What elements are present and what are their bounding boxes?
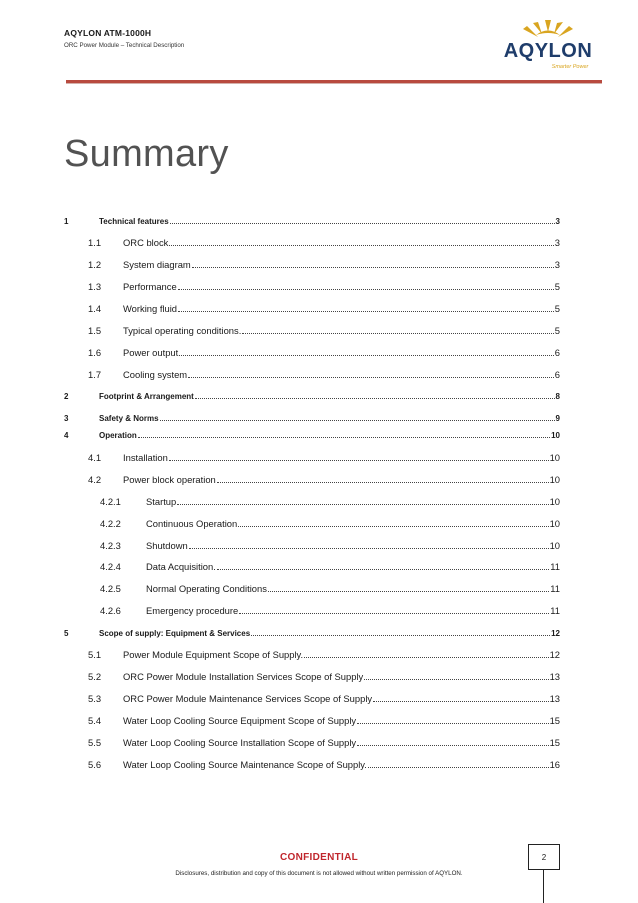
toc-entry[interactable] [64,471,560,485]
toc-entry[interactable] [64,344,560,358]
toc-entry-number: 4.2.1 [100,496,121,507]
toc-entry-page: 10 [549,452,560,463]
toc-leader-dots [189,547,549,549]
header-subtitle: ORC Power Module – Technical Description [64,42,185,49]
toc-leader-dots [170,222,555,224]
toc-entry[interactable] [64,602,560,616]
toc-entry-page: 12 [551,629,560,638]
toc-leader-dots [192,266,554,268]
toc-entry-title: Safety & Norms [99,414,159,423]
toc-entry-page: 3 [555,217,560,226]
toc-entry[interactable] [64,624,560,638]
toc-entry-title: Data Acquisition. [146,561,216,572]
toc-entry-page: 5 [554,303,560,314]
toc-entry-title: Continuous Operation [146,518,238,529]
toc-entry-title: Cooling system [123,369,188,380]
toc-entry-page: 3 [554,237,560,248]
toc-entry-title: Working fluid [123,303,178,314]
toc-entry-number: 4.2.3 [100,540,121,551]
toc-entry-page: 10 [549,474,560,485]
toc-entry-page: 6 [554,369,560,380]
toc-entry[interactable] [64,300,560,314]
toc-leader-dots [357,744,548,746]
disclaimer-text: Disclosures, distribution and copy of this document is not allowed without written permission of AQYLON. [175,870,463,877]
toc-entry-title: Technical features [99,217,169,226]
toc-entry[interactable] [64,646,560,660]
toc-leader-dots [178,288,554,290]
toc-entry[interactable] [64,426,560,440]
toc-leader-dots [304,656,548,658]
toc-entry-number: 5.2 [88,671,102,682]
toc-entry-number: 1.6 [88,347,102,358]
toc-leader-dots [239,612,549,614]
toc-entry-page: 12 [549,649,560,660]
toc-entry-number: 5.5 [88,737,102,748]
logo-tagline: Smarter Power [551,64,589,70]
toc-entry-page: 5 [554,281,560,292]
toc-leader-dots [217,568,549,570]
toc-entry-number: 1.7 [88,369,102,380]
toc-entry-number: 4.2.2 [100,518,121,529]
toc-entry-title: Power block operation [123,474,216,485]
toc-leader-dots [238,525,548,527]
toc-entry-page: 8 [555,392,560,401]
toc-leader-dots [268,590,549,592]
toc-entry-title: Startup [146,496,177,507]
toc-leader-dots [195,397,555,399]
toc-leader-dots [178,310,554,312]
sun-icon [523,20,573,37]
header-rule-shadow [66,83,602,84]
toc-leader-dots [373,700,548,702]
toc-entry[interactable] [64,712,560,726]
toc-entry-page: 10 [551,431,560,440]
toc-entry[interactable] [64,734,560,748]
toc-entry[interactable] [64,756,560,770]
toc-leader-dots [357,722,548,724]
toc-leader-dots [169,459,549,461]
page-title: Summary [64,133,229,175]
toc-entry-number: 5.3 [88,693,102,704]
toc-entry[interactable] [64,234,560,248]
toc-entry-title: ORC block [123,237,169,248]
toc-entry-page: 11 [550,561,560,572]
toc-entry-number: 4.2 [88,474,102,485]
toc-entry-page: 15 [549,715,560,726]
toc-entry-title: Footprint & Arrangement [99,392,194,401]
toc-entry-number: 4.2.5 [100,583,121,594]
toc-entry-page: 9 [555,414,560,423]
toc-entry-page: 15 [549,737,560,748]
toc-entry-number: 4 [64,431,69,440]
toc-entry-number: 1.3 [88,281,102,292]
toc-entry-number: 5.1 [88,649,102,660]
toc-entry-title: Performance [123,281,177,292]
logo-wordmark: AQYLON [503,40,593,62]
toc-entry-page: 11 [550,605,560,616]
toc-entry-number: 1.1 [88,237,102,248]
toc-entry[interactable] [64,580,560,594]
aqylon-logo [498,16,598,76]
toc-entry-number: 3 [64,414,69,423]
toc-entry-number: 2 [64,392,69,401]
toc-entry-page: 6 [554,347,560,358]
toc-entry[interactable] [64,449,560,463]
toc-entry-number: 1.5 [88,325,102,336]
toc-entry[interactable] [64,212,560,226]
toc-entry-title: Power output [123,347,179,358]
toc-leader-dots [242,332,553,334]
toc-leader-dots [138,436,550,438]
toc-entry-page: 5 [554,325,560,336]
toc-entry[interactable] [64,668,560,682]
toc-leader-dots [169,244,553,246]
toc-leader-dots [188,376,554,378]
toc-entry-title: Emergency procedure [146,605,239,616]
toc-entry[interactable] [64,278,560,292]
toc-entry[interactable] [64,366,560,380]
toc-entry[interactable] [64,558,560,572]
toc-entry-number: 4.2.6 [100,605,121,616]
toc-entry[interactable] [64,690,560,704]
toc-entry-title: ORC Power Module Maintenance Services Scope of Supply [123,693,373,704]
header-title: AQYLON ATM-1000H [64,28,152,38]
toc-entry[interactable] [64,537,560,551]
toc-entry-page: 10 [549,540,560,551]
toc-entry-title: ORC Power Module Installation Services Scope of Supply [123,671,364,682]
toc-leader-dots [364,678,548,680]
toc-entry-page: 13 [549,693,560,704]
toc-entry-number: 5.6 [88,759,102,770]
toc-entry-page: 3 [554,259,560,270]
toc-entry-page: 10 [549,518,560,529]
toc-leader-dots [251,634,550,636]
toc-leader-dots [368,766,549,768]
toc-entry-number: 5.4 [88,715,102,726]
toc-entry-title: Water Loop Cooling Source Installation Scope of Supply [123,737,357,748]
toc-entry-title: Typical operating conditions. [123,325,242,336]
toc-leader-dots [217,481,549,483]
toc-entry-page: 16 [549,759,560,770]
confidential-label: CONFIDENTIAL [279,852,359,863]
toc-entry-title: Installation [123,452,168,463]
toc-entry[interactable] [64,409,560,423]
toc-entry-title: Operation [99,431,137,440]
toc-leader-dots [160,419,555,421]
toc-entry-title: Scope of supply: Equipment & Services [99,629,251,638]
toc-entry-number: 4.1 [88,452,102,463]
toc-entry-page: 13 [549,671,560,682]
toc-entry[interactable] [64,387,560,401]
toc-entry-title: Shutdown [146,540,188,551]
toc-entry-number: 4.2.4 [100,561,121,572]
toc-entry-title: System diagram [123,259,191,270]
toc-entry-number: 1.4 [88,303,102,314]
toc-leader-dots [179,354,554,356]
toc-entry-title: Power Module Equipment Scope of Supply. [123,649,304,660]
toc-entry[interactable] [64,493,560,507]
toc-entry-title: Normal Operating Conditions [146,583,267,594]
page-number: 2 [528,844,560,870]
toc-entry-page: 11 [550,583,560,594]
toc-entry-number: 1 [64,217,69,226]
toc-entry-page: 10 [549,496,560,507]
toc-entry[interactable] [64,515,560,529]
toc-entry-title: Water Loop Cooling Source Equipment Scope of Supply [123,715,357,726]
toc-entry-title: Water Loop Cooling Source Maintenance Scope of Supply. [123,759,367,770]
page-number-connector [543,869,544,903]
toc-entry[interactable] [64,322,560,336]
toc-entry-number: 1.2 [88,259,102,270]
toc-entry[interactable] [64,256,560,270]
toc-leader-dots [177,503,548,505]
toc-entry-number: 5 [64,629,69,638]
